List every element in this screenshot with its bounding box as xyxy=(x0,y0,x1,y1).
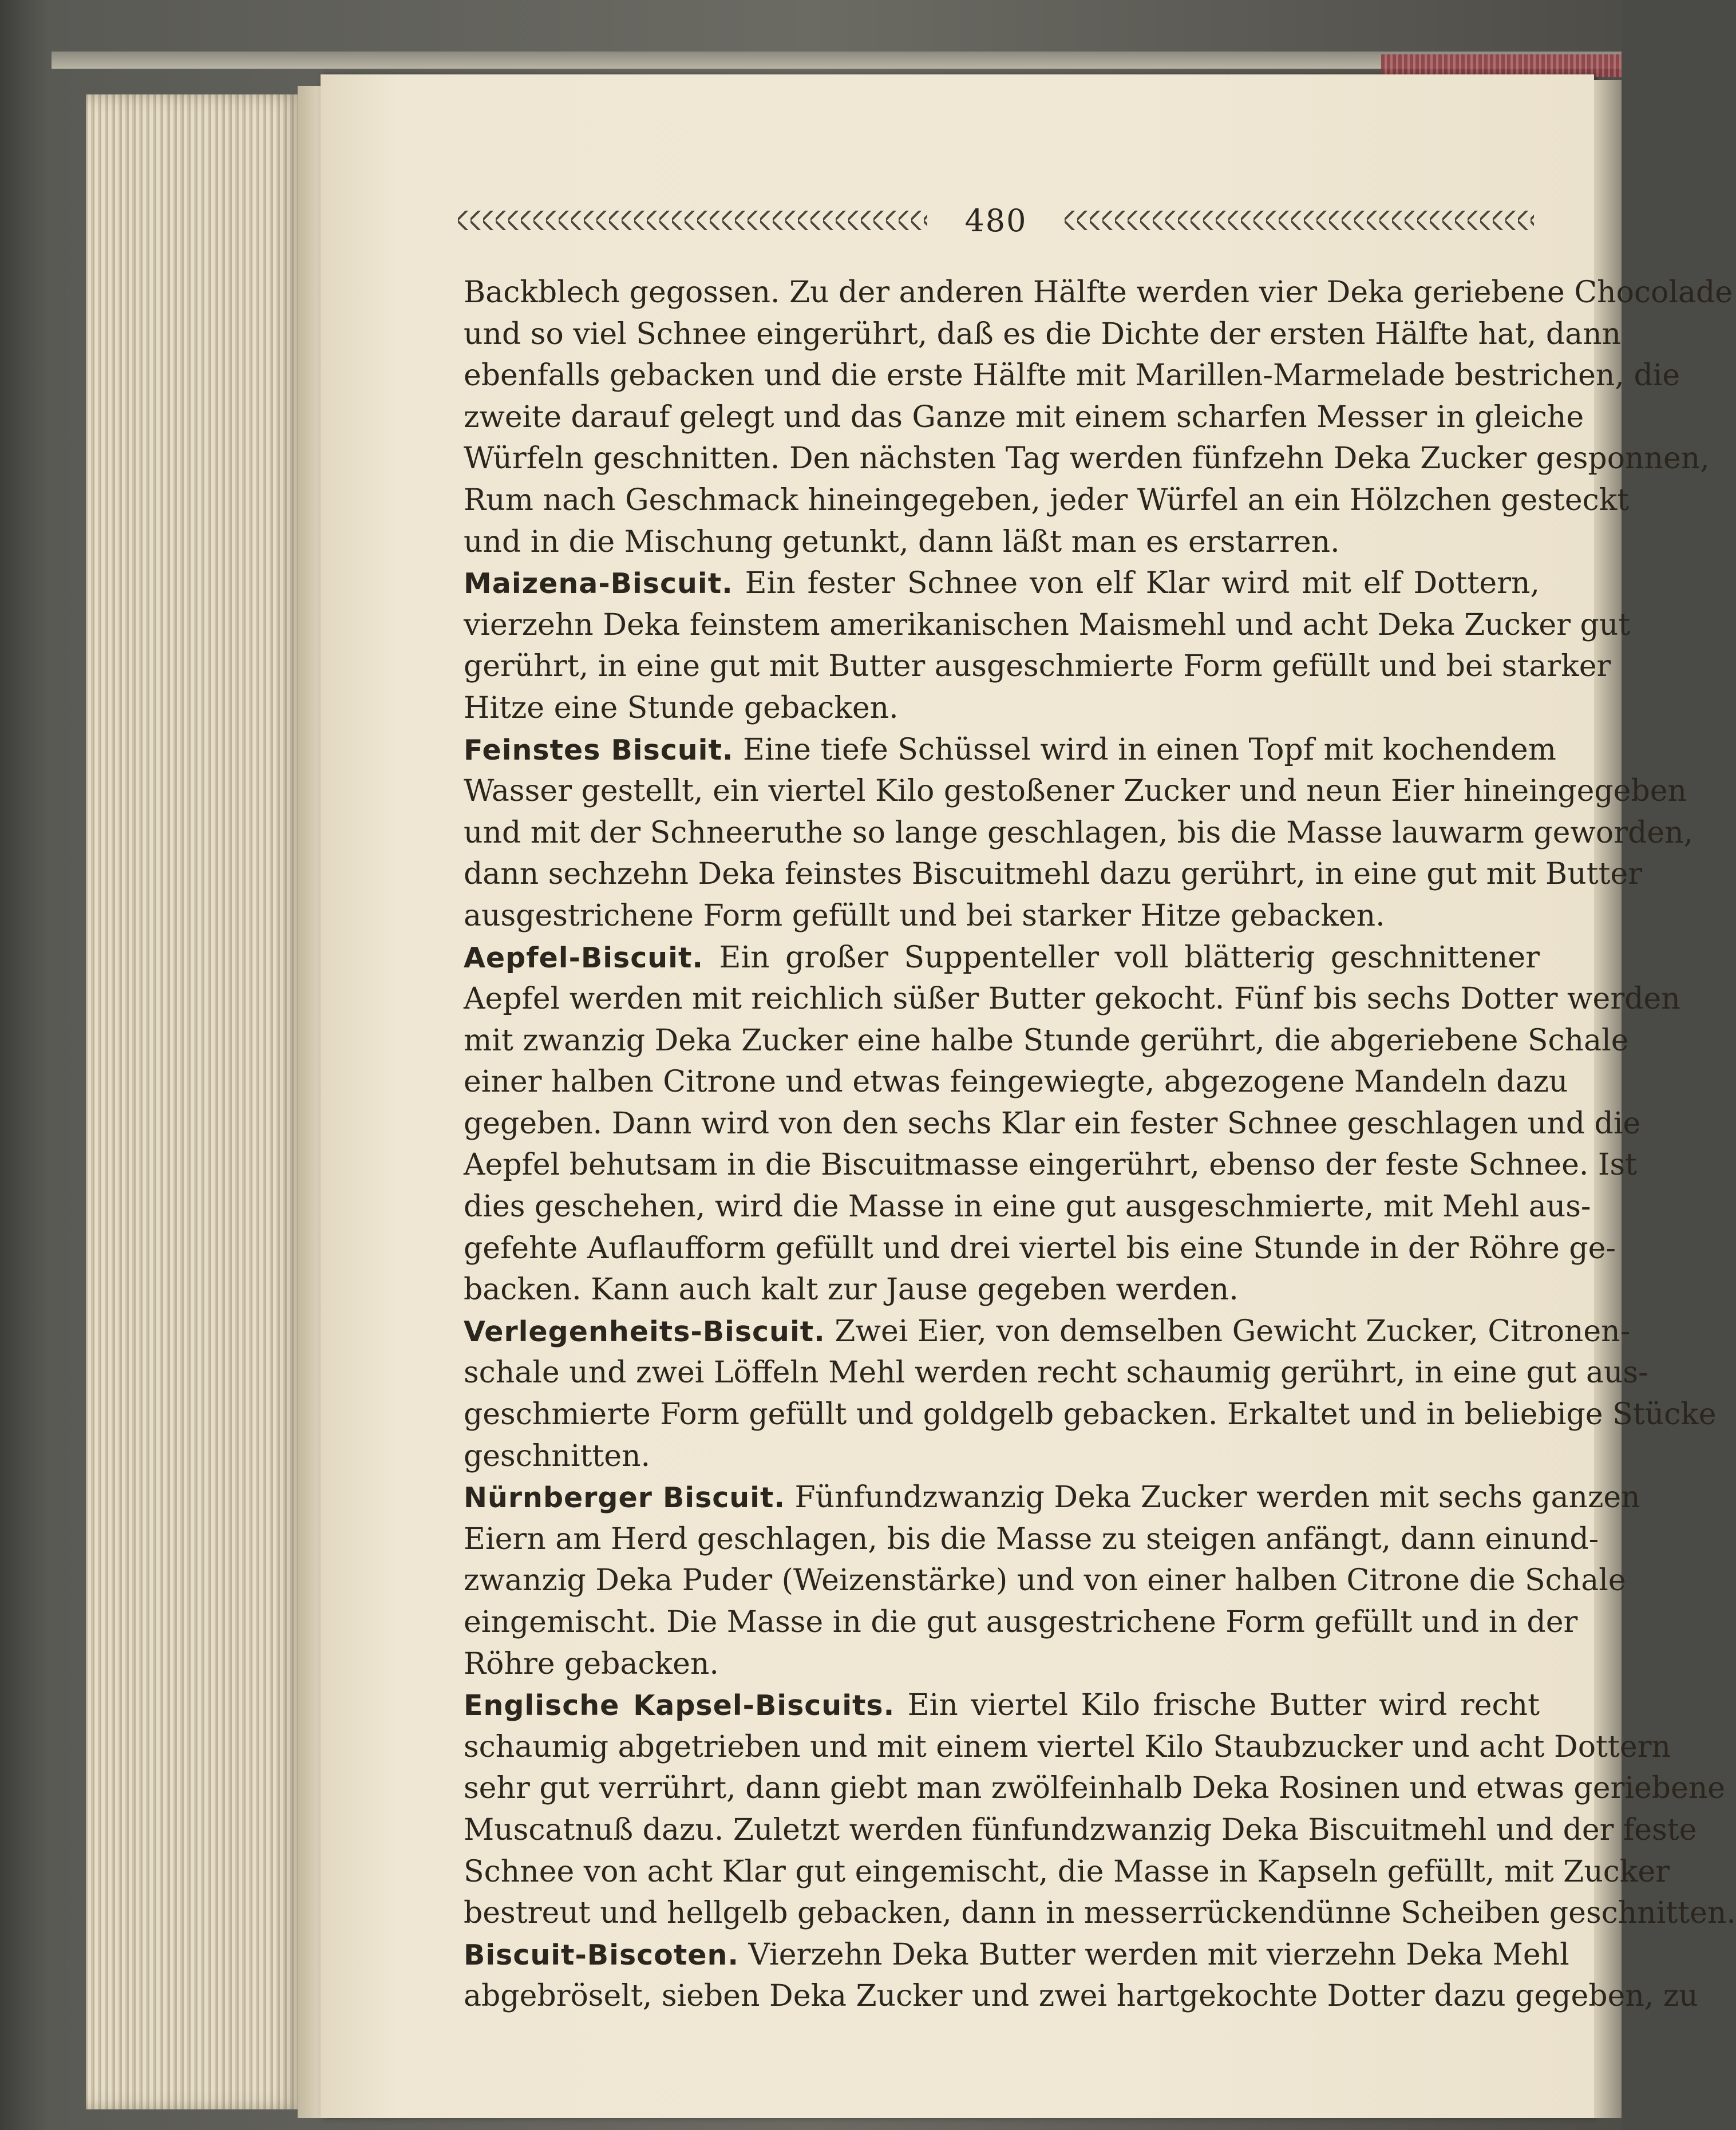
text-line xyxy=(464,1436,1540,1477)
line-text: Röhre gebacken. xyxy=(464,1646,719,1681)
right-ornament-rule xyxy=(1065,211,1534,230)
line-text: vierzehn Deka feinstem amerikanischen Maismehl und acht Deka Zucker gut xyxy=(464,607,1631,642)
text-line xyxy=(464,1228,1616,1270)
text-line xyxy=(464,438,1710,480)
line-text: backen. Kann auch kalt zur Jause gegeben werden. xyxy=(464,1273,1239,1307)
line-text: gerührt, in eine gut mit Butter ausgeschmierte Form gefüllt und bei starker xyxy=(464,649,1611,684)
recipe-heading: Verlegenheits-Biscuit. xyxy=(464,1315,825,1348)
line-text: einer halben Citrone und etwas feingewiegte, abgezogene Mandeln dazu xyxy=(464,1065,1568,1100)
text-line xyxy=(464,978,1680,1020)
recipe-text xyxy=(464,272,1736,2017)
line-text: und mit der Schneeruthe so lange geschlagen, bis die Masse lauwarm geworden, xyxy=(464,815,1694,850)
text-line xyxy=(464,1020,1629,1062)
text-line xyxy=(464,646,1611,687)
text-line xyxy=(464,1560,1626,1602)
line-text: Muscatnuß dazu. Zuletzt werden fünfundzwanzig Deka Biscuitmehl und der feste xyxy=(464,1812,1697,1847)
recipe-heading: Aepfel-Biscuit. xyxy=(464,941,703,974)
text-line xyxy=(464,1685,1540,1726)
line-text: sehr gut verrührt, dann giebt man zwölfeinhalb Deka Rosinen und etwas geriebene xyxy=(464,1771,1726,1806)
text-line xyxy=(464,521,1540,563)
line-text: eingemischt. Die Masse in die gut ausgestrichene Form gefüllt und in der xyxy=(464,1605,1578,1639)
text-line xyxy=(464,853,1643,895)
text-line xyxy=(464,1144,1638,1186)
left-ornament-rule xyxy=(458,211,927,230)
line-text: Würfeln geschnitten. Den nächsten Tag werden fünfzehn Deka Zucker gesponnen, xyxy=(464,441,1710,476)
line-text: Wasser gestellt, ein viertel Kilo gestoßener Zucker und neun Eier hineingegeben xyxy=(464,774,1687,809)
line-text: Vierzehn Deka Butter werden mit vierzehn Deka Mehl xyxy=(738,1937,1569,1972)
text-line xyxy=(464,1809,1697,1851)
text-line xyxy=(464,937,1540,979)
text-line xyxy=(464,272,1733,314)
text-line xyxy=(464,1851,1670,1893)
text-line xyxy=(464,1768,1726,1809)
line-text: mit zwanzig Deka Zucker eine halbe Stunde gerührt, die abgeriebene Schale xyxy=(464,1023,1629,1058)
line-text: Eiern am Herd geschlagen, bis die Masse zu steigen anfängt, dann einund- xyxy=(464,1522,1599,1556)
line-text: dies geschehen, wird die Masse in eine gut ausgeschmierte, mit Mehl aus- xyxy=(464,1190,1591,1224)
recipe-heading: Nürnberger Biscuit. xyxy=(464,1481,786,1515)
text-line xyxy=(464,1186,1591,1228)
text-line xyxy=(464,1934,1569,1976)
text-line xyxy=(464,1103,1641,1145)
recipe-heading: Maizena-Biscuit. xyxy=(464,567,733,600)
line-text: Aepfel behutsam in die Biscuitmasse eingerührt, ebenso der feste Schnee. Ist xyxy=(464,1148,1638,1183)
text-line xyxy=(464,895,1540,937)
recipe-heading: Englische Kapsel-Biscuits. xyxy=(464,1689,895,1722)
running-head xyxy=(458,197,1534,243)
text-line xyxy=(464,1352,1648,1394)
stacked-page-edges xyxy=(86,94,303,2109)
line-text: bestreut und hellgelb gebacken, dann in messerrückendünne Scheiben geschnitten. xyxy=(464,1896,1736,1931)
line-text: schale und zwei Löffeln Mehl werden recht schaumig gerührt, in eine gut aus- xyxy=(464,1356,1648,1390)
text-line xyxy=(464,604,1631,646)
line-text: Hitze eine Stunde gebacken. xyxy=(464,690,899,725)
text-line xyxy=(464,1643,1540,1685)
line-text: zwanzig Deka Puder (Weizenstärke) und von einer halben Citrone die Schale xyxy=(464,1563,1626,1598)
text-line xyxy=(464,1269,1540,1311)
text-line xyxy=(464,563,1540,604)
text-line xyxy=(464,1892,1736,1934)
line-text: gegeben. Dann wird von den sechs Klar ein fester Schnee geschlagen und die xyxy=(464,1106,1641,1141)
text-line xyxy=(464,1519,1599,1560)
line-text: Aepfel werden mit reichlich süßer Butter gekocht. Fünf bis sechs Dotter werden xyxy=(464,982,1680,1017)
line-text: Rum nach Geschmack hineingegeben, jeder Würfel an ein Hölzchen gesteckt xyxy=(464,483,1630,517)
line-text: ebenfalls gebacken und die erste Hälfte mit Marillen-Marmelade bestrichen, die xyxy=(464,358,1680,393)
recipe-heading: Biscuit-Biscoten. xyxy=(464,1938,739,1971)
line-text: abgebröselt, sieben Deka Zucker und zwei hartgekochte Dotter dazu gegeben, zu xyxy=(464,1979,1698,2014)
text-line xyxy=(464,1311,1631,1353)
line-text: geschmierte Form gefüllt und goldgelb gebacken. Erkaltet und in beliebige Stücke xyxy=(464,1397,1717,1432)
line-text: und so viel Schnee eingerührt, daß es die Dichte der ersten Hälfte hat, dann xyxy=(464,317,1622,351)
line-text: Backblech gegossen. Zu der anderen Hälfte werden vier Deka geriebene Chocolade xyxy=(464,275,1733,310)
line-text: Ein viertel Kilo frische Butter wird recht xyxy=(895,1688,1540,1723)
line-text: Ein fester Schnee von elf Klar wird mit elf Dottern, xyxy=(733,566,1540,601)
line-text: Ein großer Suppenteller voll blätterig geschnittener xyxy=(703,940,1540,975)
text-line xyxy=(464,1394,1717,1436)
text-line xyxy=(464,1477,1640,1519)
text-line xyxy=(464,1061,1568,1103)
text-line xyxy=(464,729,1556,771)
text-line xyxy=(464,397,1584,438)
line-text: dann sechzehn Deka feinstes Biscuitmehl dazu gerührt, in eine gut mit Butter xyxy=(464,857,1643,892)
line-text: Eine tiefe Schüssel wird in einen Topf mit kochendem xyxy=(733,732,1556,767)
line-text: schaumig abgetrieben und mit einem viertel Kilo Staubzucker und acht Dottern xyxy=(464,1729,1671,1764)
text-line xyxy=(464,812,1694,854)
line-text: Schnee von acht Klar gut eingemischt, die Masse in Kapseln gefüllt, mit Zucker xyxy=(464,1854,1670,1889)
text-line xyxy=(464,1975,1698,2017)
book-cloth-edge xyxy=(1381,54,1622,77)
text-line xyxy=(464,770,1687,812)
text-line xyxy=(464,687,1540,729)
text-line xyxy=(464,355,1680,397)
line-text: ausgestrichene Form gefüllt und bei starker Hitze gebacken. xyxy=(464,898,1385,933)
text-line xyxy=(464,1726,1671,1768)
line-text: geschnitten. xyxy=(464,1439,651,1473)
page-number: 480 xyxy=(964,202,1027,239)
text-line xyxy=(464,314,1622,355)
line-text: Fünfundzwanzig Deka Zucker werden mit sechs ganzen xyxy=(785,1480,1640,1515)
text-line xyxy=(464,1602,1578,1643)
recipe-heading: Feinstes Biscuit. xyxy=(464,733,734,766)
line-text: gefehte Auflaufform gefüllt und drei viertel bis eine Stunde in der Röhre ge- xyxy=(464,1231,1616,1266)
line-text: Zwei Eier, von demselben Gewicht Zucker, Citronen- xyxy=(825,1314,1631,1349)
text-line xyxy=(464,480,1630,521)
line-text: zweite darauf gelegt und das Ganze mit einem scharfen Messer in gleiche xyxy=(464,400,1584,434)
line-text: und in die Mischung getunkt, dann läßt man es erstarren. xyxy=(464,524,1340,559)
